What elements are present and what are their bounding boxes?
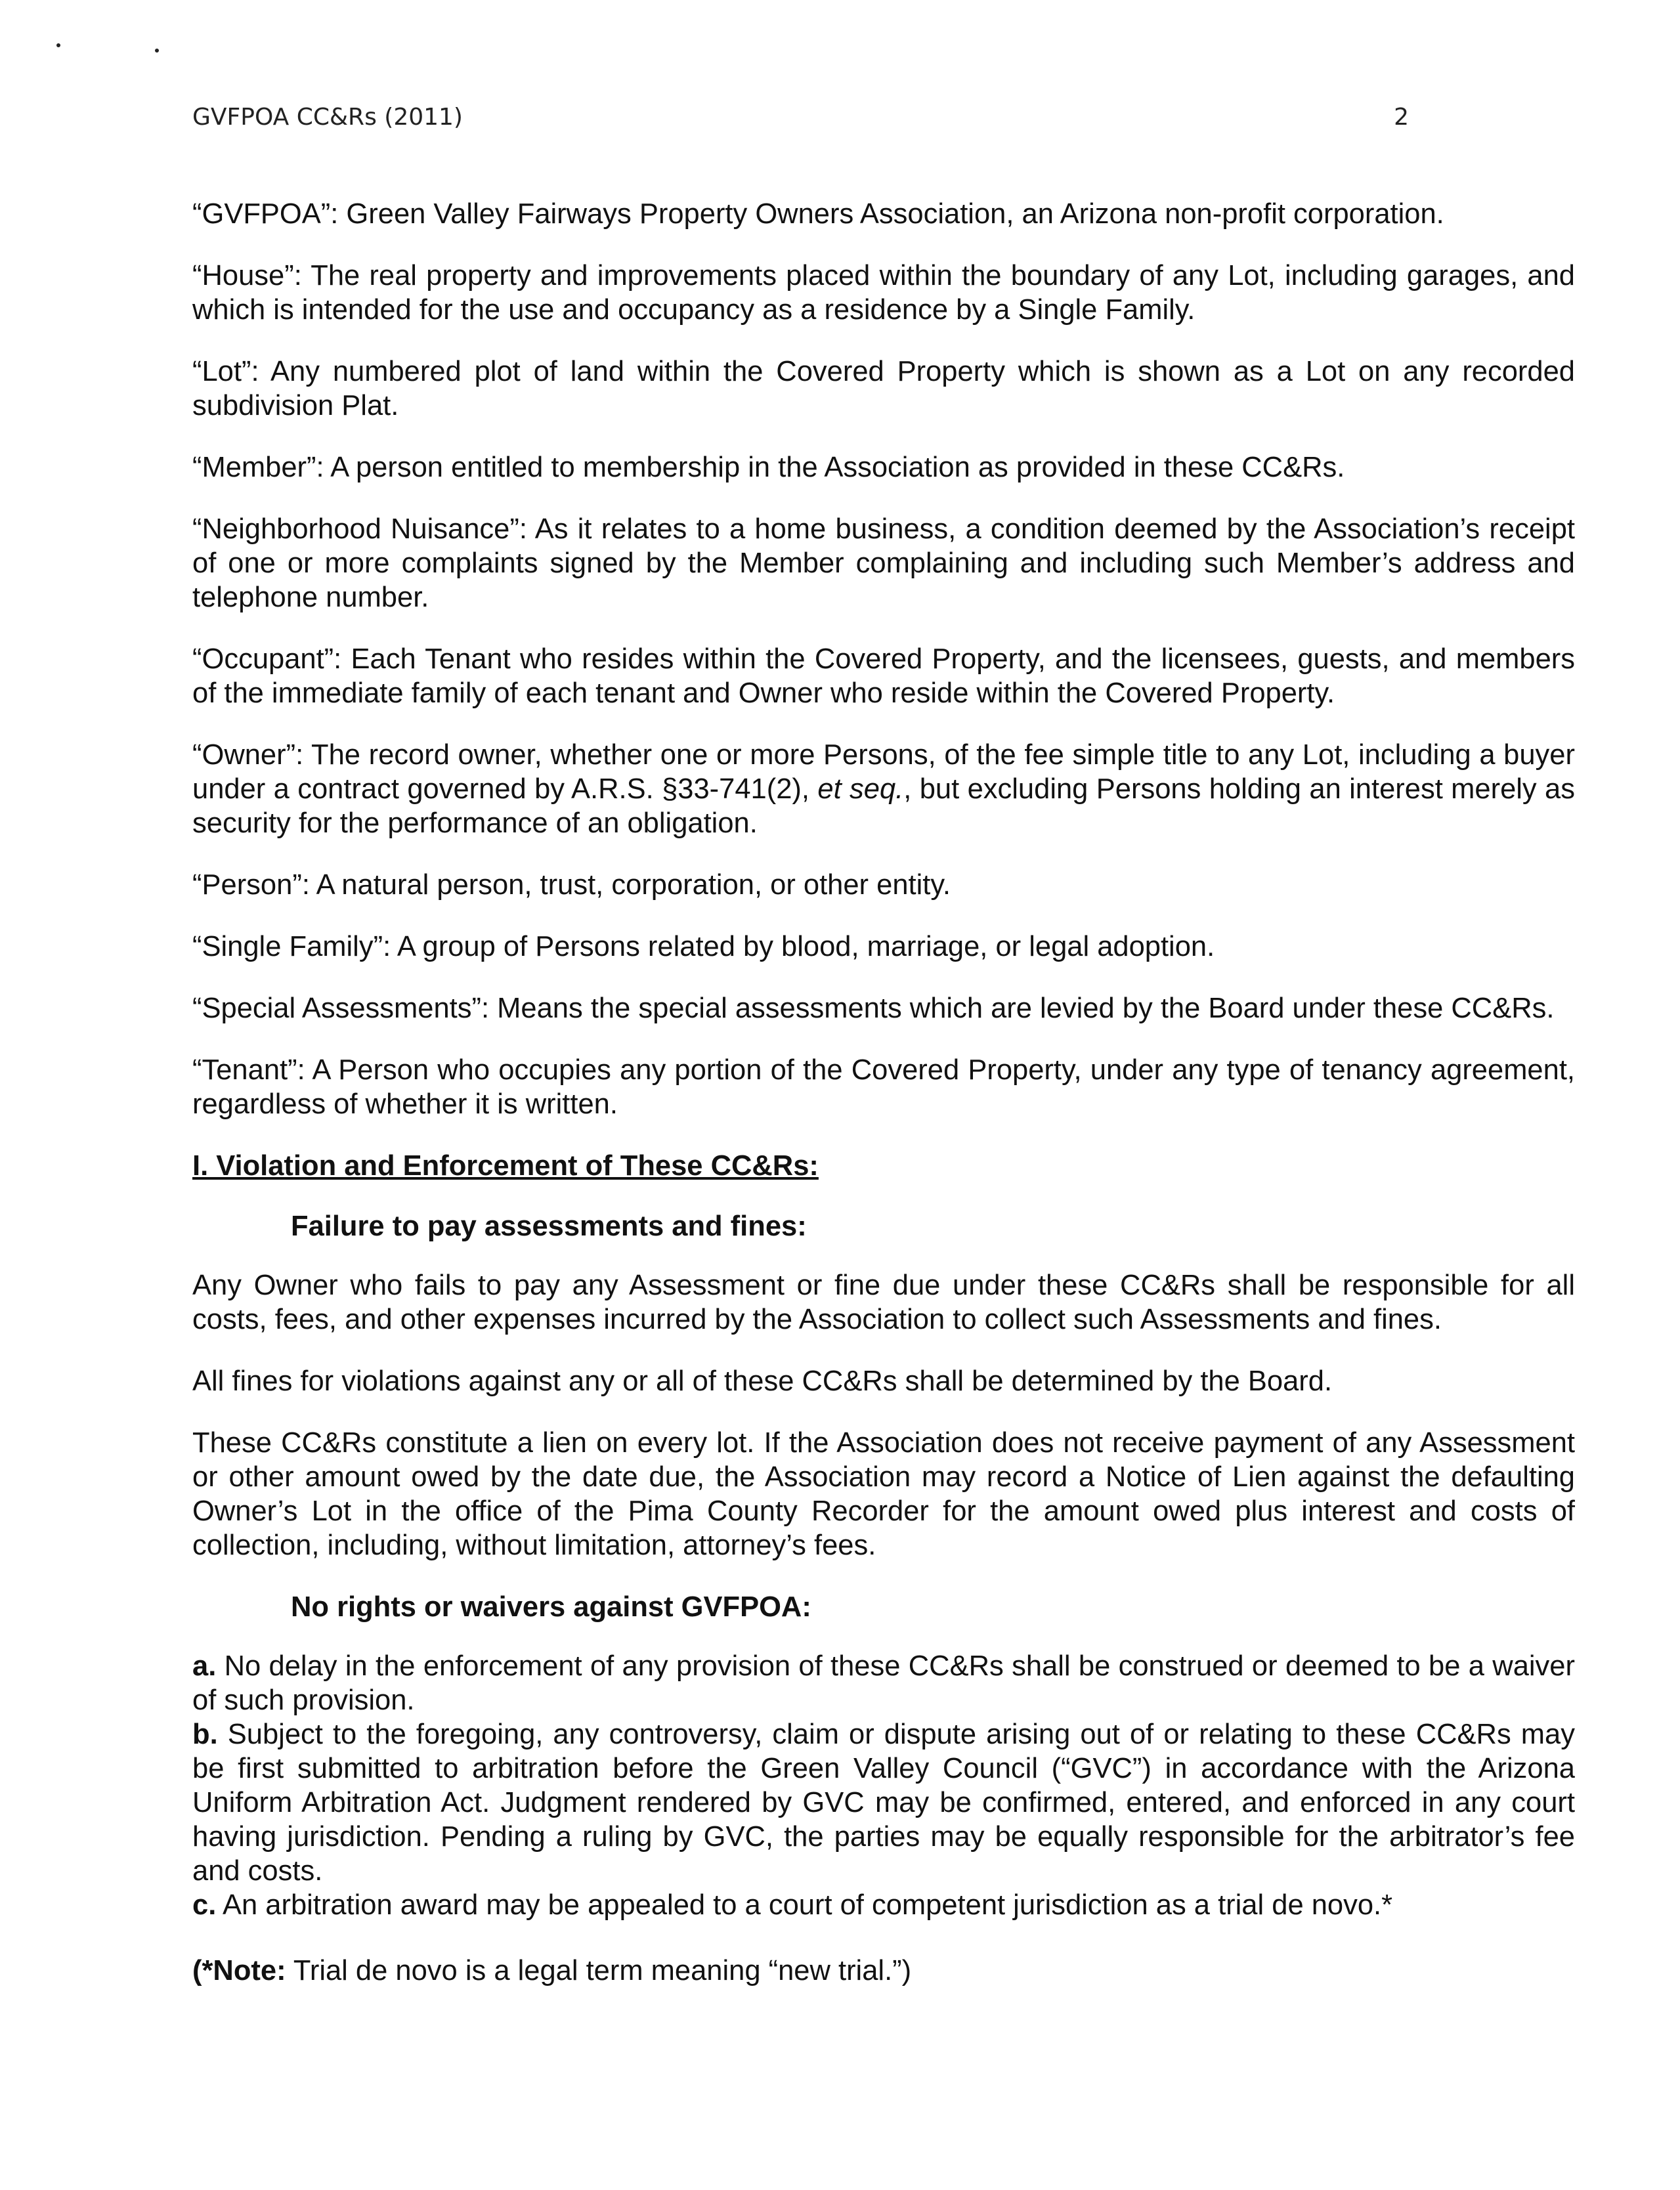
item-text: No delay in the enforcement of any provision of these CC&Rs shall be construed or deemed to be a waiver of such provision.	[192, 1650, 1575, 1716]
definition-neighborhood-nuisance	[192, 512, 1575, 614]
definition-text: : Green Valley Fairways Property Owners Association, an Arizona non-profit corporation.	[330, 198, 1444, 230]
list-item	[192, 1717, 1575, 1888]
definition-special-assessments	[192, 991, 1575, 1025]
page-number: 2	[1394, 104, 1409, 131]
paragraph: Any Owner who fails to pay any Assessment or fine due under these CC&Rs shall be responsible for all costs, fees, and other expenses incurred by the Association to collect such Assessments and fines.	[192, 1270, 1575, 1335]
definition-occupant	[192, 642, 1575, 710]
definition-member	[192, 450, 1575, 484]
definition-owner	[192, 738, 1575, 840]
note-text: Trial de novo is a legal term meaning “new trial.”)	[286, 1955, 912, 1986]
list-item	[192, 1649, 1575, 1717]
paragraph: These CC&Rs constitute a lien on every lot. If the Association does not receive payment of any Assessment or other amount owed by the date due, the Association may record a Notice of Lien against the defaulting Owner’s Lot in the office of the Pima County Recorder for the amount owed plus interest and costs of collection, including, without limitation, attorney’s fees.	[192, 1427, 1575, 1561]
document-body	[192, 197, 1575, 1988]
item-label: b.	[192, 1719, 218, 1750]
definition-term: “GVFPOA”	[192, 198, 331, 230]
subheading-failure-to-pay: Failure to pay assessments and fines:	[291, 1211, 807, 1242]
note-label: (*Note:	[192, 1955, 286, 1986]
item-text: An arbitration award may be appealed to a court of competent jurisdiction as a trial de novo.*	[216, 1889, 1393, 1921]
definition-term: “Occupant”	[192, 643, 334, 675]
definition-text: : A person entitled to membership in the Association as provided in these CC&Rs.	[316, 452, 1345, 483]
section-heading: I. Violation and Enforcement of These CC&Rs:	[192, 1150, 819, 1182]
definition-term: “Member”	[192, 452, 316, 483]
definition-term: “Single Family”	[192, 931, 383, 962]
item-label: c.	[192, 1889, 217, 1921]
definition-term: “House”	[192, 260, 294, 291]
definition-text: : Each Tenant who resides within the Covered Property, and the licensees, guests, and members of the immediate family of each tenant and Owner who reside within the Covered Property.	[192, 643, 1575, 709]
definition-text: : The record owner, whether one or more Persons, of the fee simple title to any Lot, including a buyer under a contract governed by A.R.S. §33-741(2),	[192, 739, 1575, 805]
scan-speck	[155, 49, 159, 53]
definition-text: : A group of Persons related by blood, marriage, or legal adoption.	[383, 931, 1215, 962]
item-text: Subject to the foregoing, any controversy, claim or dispute arising out of or relating to these CC&Rs may be first submitted to arbitration before the Green Valley Council (“GVC”) in accordance with the Arizona Uniform Arbitration Act. Judgment rendered by GVC may be confirmed, entered, and enforced in any court having jurisdiction. Pending a ruling by GVC, the parties may be equally responsible for the arbitrator’s fee and costs.	[192, 1719, 1575, 1887]
definition-text: : A Person who occupies any portion of the Covered Property, under any type of tenancy agreement, regardless of whether it is written.	[192, 1054, 1575, 1120]
definition-term: “Owner”	[192, 739, 296, 771]
definition-term: “Lot”	[192, 356, 251, 387]
paragraph: All fines for violations against any or all of these CC&Rs shall be determined by the Board.	[192, 1365, 1333, 1397]
running-header	[192, 104, 1488, 131]
definition-term: “Person”	[192, 869, 302, 901]
header-title: GVFPOA CC&Rs (2011)	[192, 104, 463, 131]
definition-tenant	[192, 1053, 1575, 1121]
definition-term: “Special Assessments”	[192, 993, 481, 1024]
definition-text: : A natural person, trust, corporation, or other entity.	[301, 869, 951, 901]
scan-speck	[56, 43, 60, 47]
definition-lot	[192, 354, 1575, 423]
definition-text-continued: , but excluding Persons holding an interest merely as security for the performance of an obligation.	[192, 773, 1576, 839]
definition-text: : Means the special assessments which are levied by the Board under these CC&Rs.	[481, 993, 1555, 1024]
definition-person	[192, 868, 1575, 902]
definition-single-family	[192, 930, 1575, 964]
definition-term: “Neighborhood Nuisance”	[192, 513, 519, 545]
provision-list	[192, 1649, 1575, 1922]
definition-text: : Any numbered plot of land within the Covered Property which is shown as a Lot on any recorded subdivision Plat.	[192, 356, 1575, 421]
latin-et-seq: et seq.	[817, 773, 904, 805]
list-item	[192, 1888, 1575, 1922]
definition-text: : The real property and improvements placed within the boundary of any Lot, including garages, and which is intended for the use and occupancy as a residence by a Single Family.	[192, 260, 1575, 326]
footnote	[192, 1954, 1575, 1988]
item-label: a.	[192, 1650, 217, 1682]
definition-house	[192, 259, 1575, 327]
definition-text: : As it relates to a home business, a condition deemed by the Association’s receipt of one or more complaints signed by the Member complaining and including such Member’s address and telephone number.	[192, 513, 1575, 613]
definition-term: “Tenant”	[192, 1054, 297, 1086]
definition-gvfpoa	[192, 197, 1575, 231]
subheading-no-rights: No rights or waivers against GVFPOA:	[291, 1591, 811, 1623]
